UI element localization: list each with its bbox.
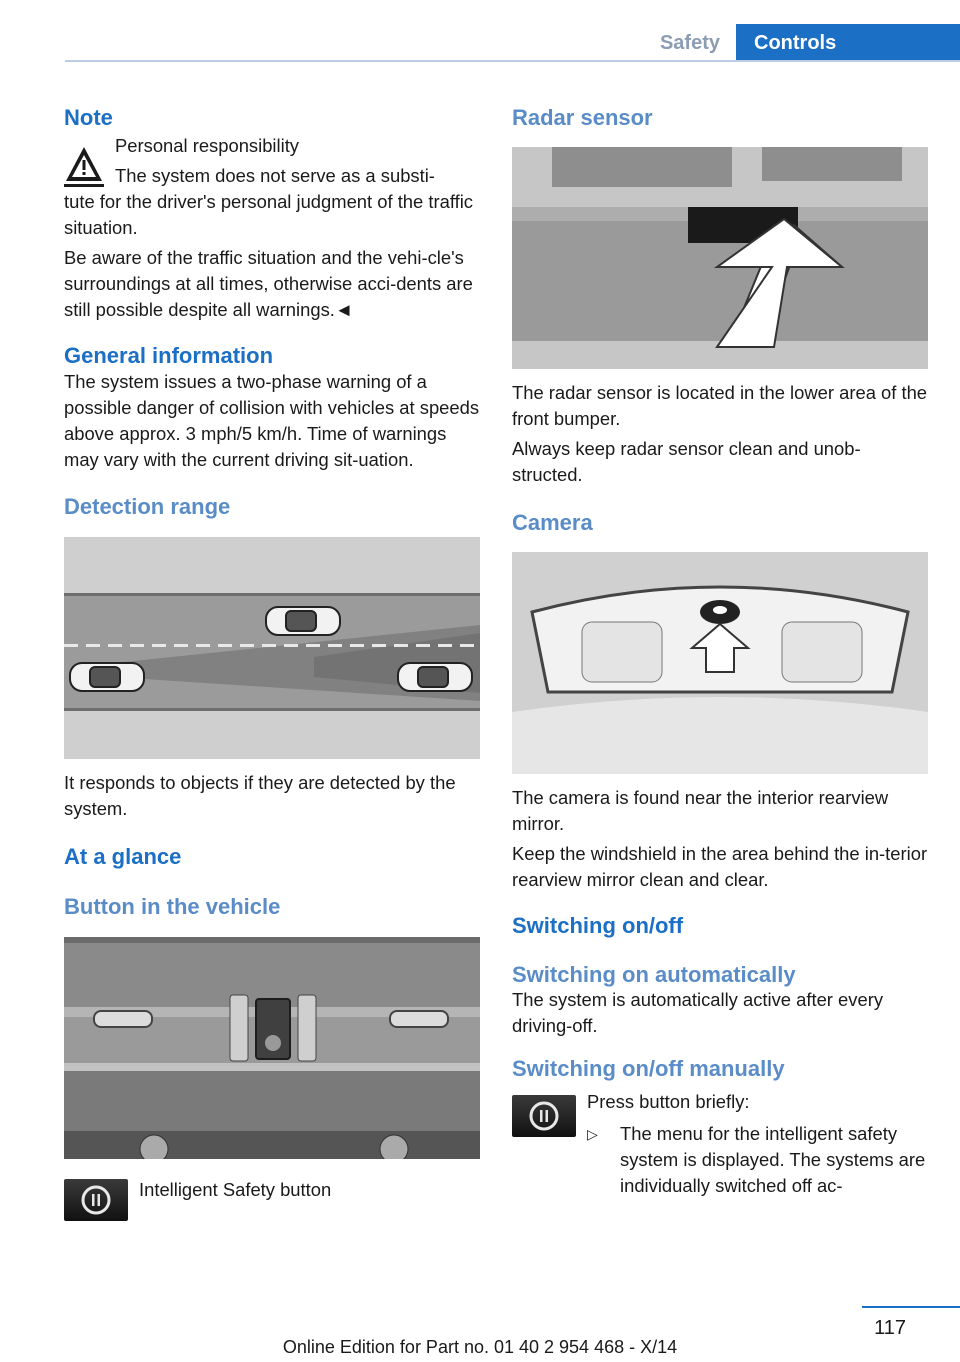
detection-range-figure [64,537,480,759]
camera-heading: Camera [512,510,593,535]
general-heading: General information [64,343,274,368]
radar-text-2: Always keep radar sensor clean and unob-structed. [512,438,861,485]
bullet-item [587,1121,928,1199]
radar-text-1: The radar sensor is located in the lower area of the front bumper. [512,382,928,429]
note-text-2: Be aware of the traffic situation and the vehi-cle's surroundings at all times, otherwise acci-dents are still possible despite all warnings.◄ [64,247,473,320]
general-text: The system issues a two-phase warning of a possible danger of collision with vehicles at speeds above approx. 3 mph/5 km/h. Time of warnings may vary with the current driving sit-uation. [64,371,480,470]
camera-text-2: Keep the windshield in the area behind the in-terior rearview mirror clean and clear. [512,843,928,890]
car-ahead [266,607,340,635]
header-rule [65,60,960,62]
right-column [512,100,928,1199]
manual-row [512,1089,928,1199]
glance-heading: At a glance [64,844,182,869]
note-text-cont: tute for the driver's personal judgment of the traffic situation. [64,191,474,238]
switch-heading: Switching on/off [512,913,684,938]
camera-text-1: The camera is found near the interior rearview mirror. [512,787,889,834]
bullet-marker-icon: ▷ [587,1126,598,1142]
note-heading: Note [64,105,113,130]
footer-edition: Online Edition for Part no. 01 40 2 954 468 - X/14 [282,1337,678,1357]
button-heading: Button in the vehicle [64,894,281,919]
page-number: 117 [874,1317,906,1339]
detection-heading: Detection range [64,494,231,519]
car-left [70,663,144,691]
auto-heading: Switching on automatically [512,962,796,987]
tab-controls[interactable]: Controls [736,24,960,62]
intelligent-safety-button-icon [64,1179,128,1221]
button-in-vehicle-figure [64,937,480,1159]
radar-heading: Radar sensor [512,105,653,130]
button-caption: Intelligent Safety button [139,1179,332,1200]
tab-safety[interactable]: Safety [659,32,720,54]
detection-text: It responds to objects if they are detected by the system. [64,772,456,819]
car-own [398,663,472,691]
auto-text: The system is automatically active after every driving-off. [512,989,884,1036]
button-caption-row [64,1179,480,1221]
intelligent-safety-button-icon-2 [512,1095,576,1137]
note-title: Personal responsibility [115,135,299,156]
press-text: Press button briefly: [587,1091,750,1112]
camera-figure [512,552,928,774]
bullet-text: The menu for the intelligent safety system is displayed. The systems are individually switched off ac- [620,1123,926,1196]
note-text-line1: The system does not serve as a substi- [115,165,435,186]
warning-icon [64,144,104,188]
manual-text-block [587,1089,928,1199]
radar-sensor-figure [512,147,928,369]
note-block [64,104,480,323]
manual-heading: Switching on/off manually [512,1056,785,1081]
left-column [64,100,480,1221]
footer-rule [862,1306,960,1308]
